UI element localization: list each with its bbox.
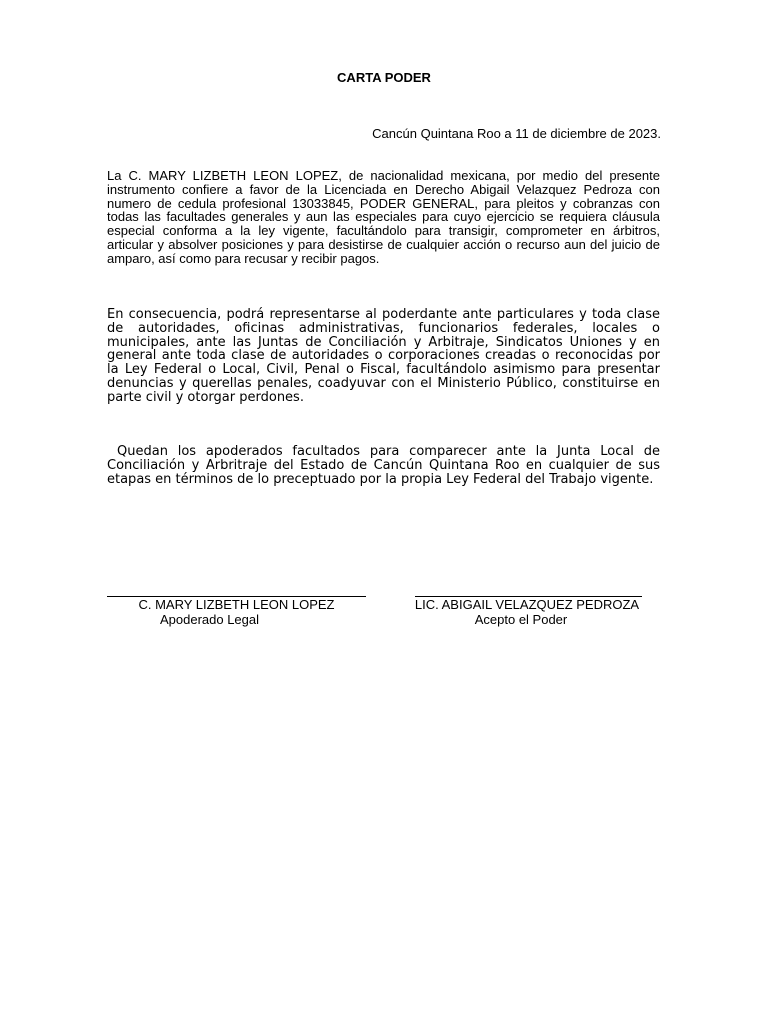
paragraph-representation: En consecuencia, podrá representarse al poderdante ante particulares y toda clase de autoridades, oficinas administrativas, funcionarios federales, locales o municipales, ante las Juntas de Conciliación y Arbitraje, Sindicatos Uniones y en general ante toda clase de autoridades o corporaciones creadas o reconocidas por la Ley Federal o Local, Civil, Penal o Fiscal, facultándolo asimismo para presentar denuncias y querellas penales, coadyuvar con el Ministerio Público, constituirse en parte civil y otorgar perdones. bbox=[107, 307, 660, 405]
date-line: Cancún Quintana Roo a 11 de diciembre de 2023. bbox=[372, 126, 661, 141]
signature-name-grantor: C. MARY LIZBETH LEON LOPEZ bbox=[138, 597, 335, 612]
paragraph-grant-of-power: La C. MARY LIZBETH LEON LOPEZ, de nacionalidad mexicana, por medio del presente instrumento confiere a favor de la Licenciada en Derecho Abigail Velazquez Pedroza con numero de cedula profesional 13033845, PODER GENERAL, para pleitos y cobranzas con todas las facultades generales y aun las especiales para cuyo ejercicio se requiera cláusula especial conforma a la ley vigente, facultándolo para transigir, comprometer en árbitros, articular y absolver posiciones y para desistirse de cualquier acción o recurso aun del juicio de amparo, así como para recusar y recibir pagos. bbox=[107, 168, 660, 266]
document-title: CARTA PODER bbox=[337, 70, 431, 85]
signature-role-attorney: Acepto el Poder bbox=[474, 612, 568, 627]
paragraph-faculties bbox=[107, 445, 660, 486]
signature-name-attorney: LIC. ABIGAIL VELAZQUEZ PEDROZA bbox=[414, 597, 640, 612]
paragraph-faculties-text: Quedan los apoderados facultados para comparecer ante la Junta Local de Conciliación y Arbritraje del Estado de Cancún Quintana Roo en cualquier de sus etapas en términos de lo preceptuado por la propia Ley Federal del Trabajo vigente. bbox=[107, 444, 660, 487]
signature-role-grantor: Apoderado Legal bbox=[159, 612, 260, 627]
